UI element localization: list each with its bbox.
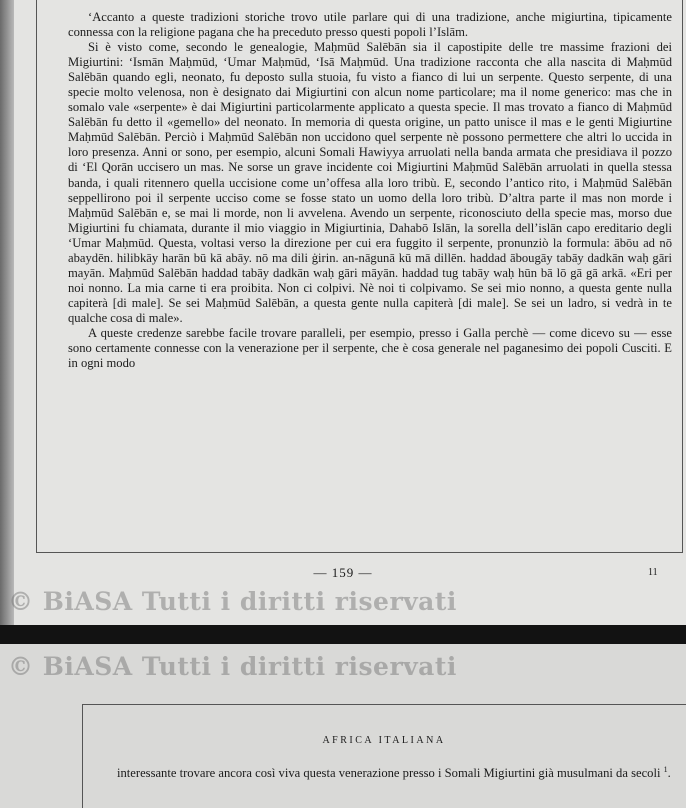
page-frame-bottom: [36, 552, 683, 553]
body-text-continued: [117, 766, 677, 781]
paragraph-1: ‘Accanto a queste tradizioni storiche trovo utile parlare qui di una tradizione, anche migiurtina, tipicamente connessa con la religione pagana che ha preceduto presso questi popoli l’Islām.: [68, 10, 672, 40]
page-frame-left-2: [82, 704, 83, 808]
page-divider: [0, 625, 686, 644]
copyright-watermark: © BiASA Tutti i diritti riservati: [8, 587, 457, 616]
page-number: — 159 —: [313, 565, 373, 580]
signature-mark: 11: [648, 567, 658, 578]
continued-text-end: .: [667, 766, 671, 780]
continued-text: interessante trovare ancora così viva questa venerazione presso i Somali Migiurtini già musulmani da secoli: [117, 766, 661, 780]
copyright-watermark-2: © BiASA Tutti i diritti riservati: [8, 652, 457, 681]
paragraph-3: A queste credenze sarebbe facile trovare paralleli, per esempio, presso i Galla perchè — come dicevo su — esse sono certamente connesse con la venerazione per il serpente, che è cosa generale nel paganesimo dei popoli Cusciti. E in ogni modo: [68, 325, 672, 371]
page-frame-right: [682, 0, 683, 552]
body-text: [68, 10, 672, 371]
running-header: AFRICA ITALIANA: [322, 735, 446, 746]
paragraph-continued: [117, 766, 677, 781]
book-spine-shadow: [0, 0, 14, 625]
bottom-page: [0, 644, 686, 808]
footnote-ref[interactable]: 1: [663, 764, 668, 774]
page-frame-left: [36, 0, 37, 552]
paragraph-2: Si è visto come, secondo le genealogie, Maḥmūd Salēbān sia il capostipite delle tre massime frazioni dei Migiurtini: ‘Ismān Maḥmūd, ‘Umar Maḥmūd, ‘Isā Maḥmūd. Una tradizione racconta che alla nascita di Maḥmūd Salēbān quando egli, neonato, fu deposto sulla stuoia, fu visto a fianco di lui un serpente. Questo serpente, di una specie molto velenosa, non è designato dai Migiurtini con alcun nome particolare; ma il nome generico: mas che in somalo vale «serpente» è dai Migiurtini particolarmente applicato a questa specie. Il mas trovato a fianco di Maḥmūd Salēbān fu detto il «gemello» del neonato. In memoria di questa origine, un patto unisce il mas e le genti Migiurtine Maḥmūd Salēbān. Perciò i Maḥmūd Salēbān non uccidono quel serpente nè possono permettere che altri lo uccida in loro presenza. Anni or sono, per esempio, alcuni Somali Hawiyya arruolati nella banda armata che presidiava il pozzo di ‘El Qorān uccisero un mas. Ne sorse un grave incidente coi Migiurtini Maḥmūd Salēbān arruolati in quella stessa banda, i quali ritennero quella uccisione come un’offesa alla loro tribù. E, secondo l’antico rito, i Maḥmūd Salēbān seppellirono poi il serpente ucciso come se fosse stato un uomo della loro tribù. D’altra parte il mas non morde i Maḥmūd Salēbān e, se mai li morde, non li avvelena. Avendo un serpente, riconosciuto della specie mas, morso due Migiurtini fu chiamata, durante il mio viaggio in Migiurtinia, Dahabō Islān, la sorella dell’islān capo ereditario degli ‘Umar Maḥmūd. Questa, voltasi verso la direzione per cui era fuggito il serpente, pronunziò la formula: ābōu ad nō abaydēn. hilibkāy harān bū kā abāy. nō ma dili ġirin. an-nāgunā kū mā dillēn. haddad ābougāy tabāy dadkān waḥ gāri mayān. Maḥmūd Salēbān haddad tabāy dadkān waḥ gāri māyān. haddad tug tabāy waḥ hūn bā lō gā gā arkā. «Eri per noi nonno. La mia carne ti era proibita. Non ci colpivi. Nè noi ti colpivamo. Se sei mio nonno, a questa gente nulla capiterà [di male]. Se sei Maḥmūd Salēbān, a questa gente nulla capiterà [di male]. Se sei un ladro, si vedrà in te qualche cosa di male».: [68, 40, 672, 325]
page-frame-top: [82, 704, 686, 705]
